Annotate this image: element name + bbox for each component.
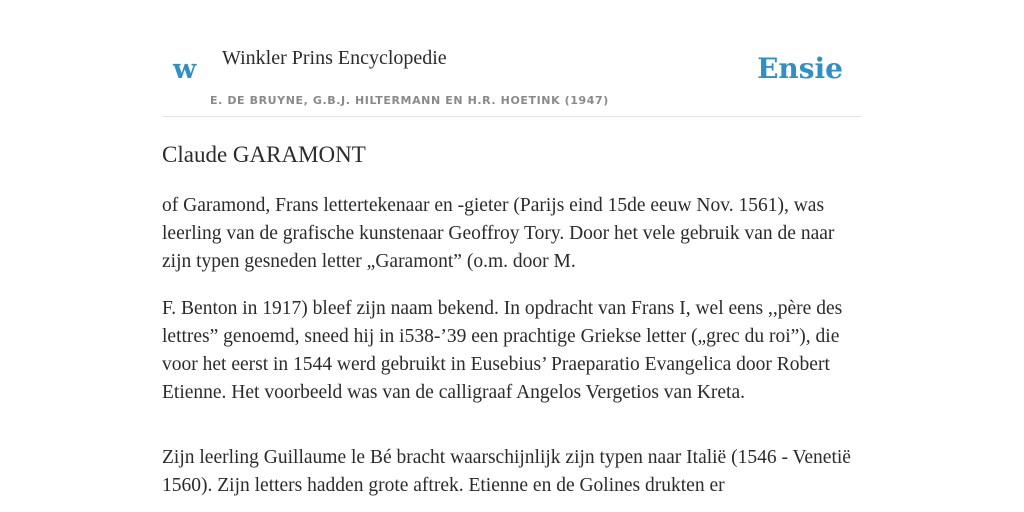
article-title: Claude GARAMONT <box>162 142 366 167</box>
article-body <box>162 192 862 512</box>
encyclopedia-logo-icon[interactable]: w <box>173 54 197 85</box>
article-paragraph: F. Benton in 1917) bleef zijn naam bekend. In opdracht van Frans I, wel eens ,,père des lettres” genoemd, sneed hij in i538-’39 een prachtige Griekse letter („grec du roi”), die voor het eerst in 1544 werd gebruikt in Eusebius’ Praeparatio Evangelica door Robert Etienne. Het voorbeeld was van de calligraaf Angelos Vergetios van Kreta. <box>162 298 843 403</box>
publication-authors: E. DE BRUYNE, G.B.J. HILTERMANN EN H.R. HOETINK (1947) <box>210 94 609 107</box>
ensie-brand-link[interactable]: Ensie <box>757 52 843 85</box>
article-paragraph: of Garamond, Frans lettertekenaar en -gieter (Parijs eind 15de eeuw Nov. 1561), was leerling van de grafische kunstenaar Geoffroy Tory. Door het vele gebruik van de naar zijn typen gesneden letter „Garamont” (o.m. door M. <box>162 195 835 272</box>
article-paragraph: Zijn leerling Guillaume le Bé bracht waarschijnlijk zijn typen naar Italië (1546 - Venetië 1560). Zijn letters hadden grote aftrek. Etienne en de Golines drukten er <box>162 447 851 496</box>
site-header <box>162 0 862 117</box>
publication-title[interactable]: Winkler Prins Encyclopedie <box>222 47 447 69</box>
